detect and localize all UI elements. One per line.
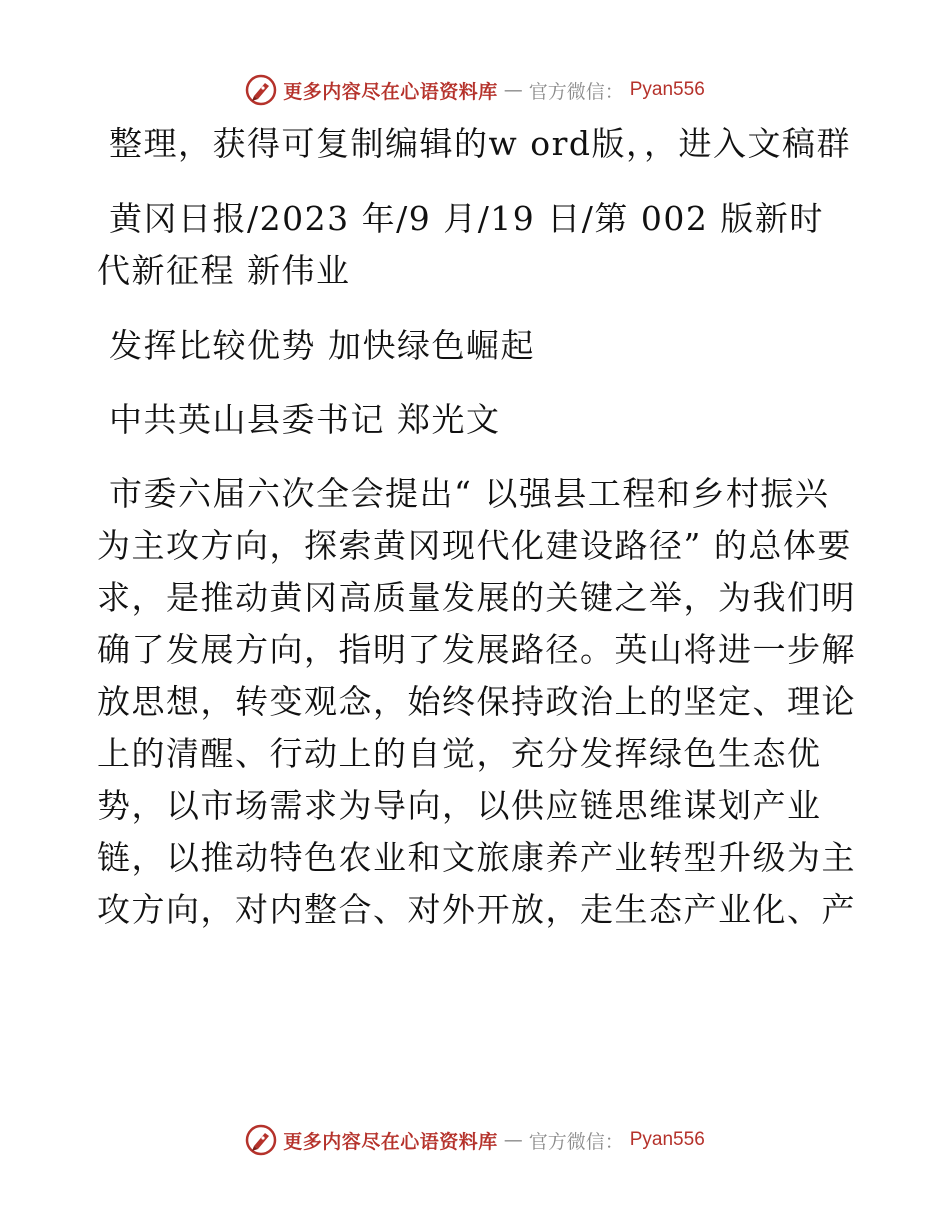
paragraph-body: 市委六届六次全会提出“ 以强县工程和乡村振兴为主攻方向，探索黄冈现代化建设路径” 的总体要求，是推动黄冈高质量发展的关键之举，为我们明确了发展方向，指明了发展路径。英山将进一步解放思想，转变观念，始终保持政治上的坚定、理论上的清醒、行动上的自觉，充分发挥绿色生态优势，以市场需求为导向，以供应链思维谋划产业链，以推动特色农业和文旅康养产业转型升级为主攻方向，对内整合、对外开放，走生态产业化、产 bbox=[97, 474, 856, 929]
banner-official-label: 官方微信： bbox=[528, 1130, 624, 1153]
pen-nib-logo-icon bbox=[245, 1124, 277, 1156]
article-title: 发挥比较优势 加快绿色崛起 bbox=[109, 326, 535, 365]
document-body bbox=[97, 118, 857, 959]
pen-nib-logo-icon bbox=[245, 74, 277, 106]
banner-wechat-id: Pyan556 bbox=[629, 79, 705, 100]
header-banner bbox=[0, 70, 950, 110]
banner-separator: — bbox=[503, 79, 523, 101]
article-author: 中共英山县委书记 郑光文 bbox=[109, 400, 501, 439]
paragraph-intro: 整理，获得可复制编辑的w ord版，，进入文稿群 bbox=[109, 124, 852, 163]
banner-official-label: 官方微信： bbox=[528, 80, 624, 103]
banner-separator: — bbox=[503, 1129, 523, 1151]
paragraph-source: 黄冈日报/2023 年/9 月/19 日/第 002 版新时代新征程 新伟业 bbox=[97, 199, 824, 290]
banner-wechat-id: Pyan556 bbox=[629, 1129, 705, 1150]
footer-banner bbox=[0, 1120, 950, 1160]
banner-slogan: 更多内容尽在心语资料库 bbox=[283, 1130, 498, 1153]
banner-slogan: 更多内容尽在心语资料库 bbox=[283, 80, 498, 103]
